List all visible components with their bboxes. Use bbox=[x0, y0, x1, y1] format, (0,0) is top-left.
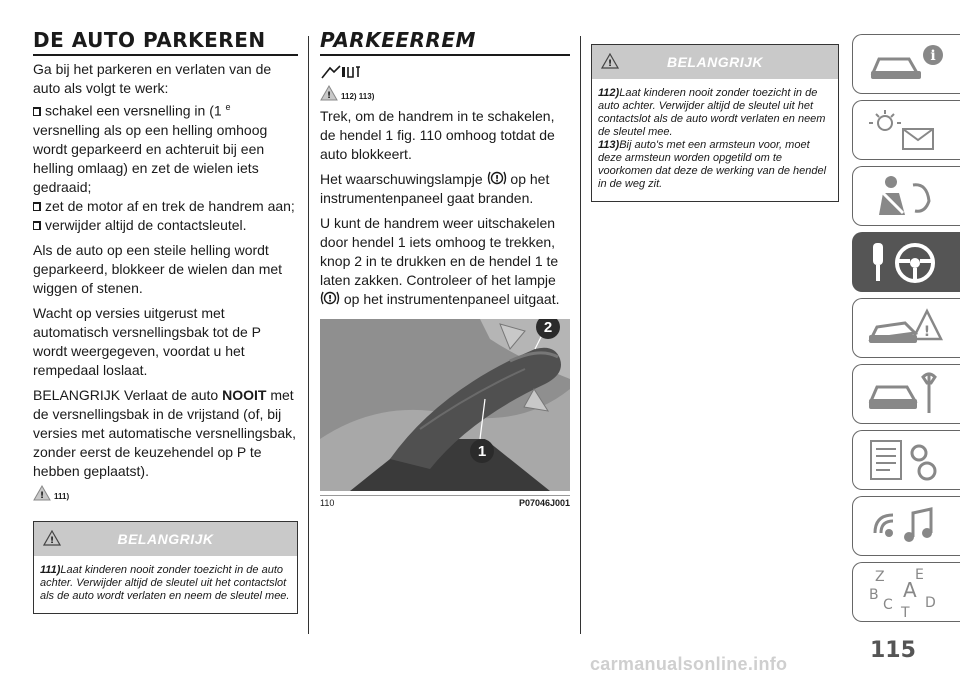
warning-title: BELANGRIJK bbox=[117, 530, 214, 547]
checkbox-bullet-icon bbox=[33, 107, 41, 116]
warning-text: Laat kinderen nooit zonder toezicht in de auto achter. Verwijder altijd de sleutel uit het contactslot als de auto wordt verlaten en neem de sleutel mee. bbox=[598, 87, 826, 138]
svg-text:!: ! bbox=[607, 59, 613, 69]
warning-text: Bij auto's met een armsteun voor, moet deze armsteun worden opgetild om te voorkomen dat deze de werking van de hendel in de weg zit. bbox=[598, 139, 827, 190]
text-continued: op het instrumentenpaneel gaat branden. bbox=[320, 171, 550, 206]
checkbox-bullet-icon bbox=[33, 221, 41, 230]
superscript: e bbox=[225, 102, 231, 112]
handbrake-illustration bbox=[320, 319, 570, 491]
reference-number: 112) 113) bbox=[341, 92, 375, 101]
important-text-continued: met de versnellingsbak in de vrijstand (of, bij versies met automatische versnellingsbak, zonder eerst de keuzehendel op P te hebben geplaatst). bbox=[33, 386, 297, 479]
text-continued: op het instrumentenpaneel uitgaat. bbox=[343, 291, 560, 307]
svg-text:!: ! bbox=[49, 535, 55, 546]
checkbox-bullet-icon bbox=[33, 202, 41, 211]
warning-item bbox=[598, 87, 832, 139]
parking-intro: Ga bij het parkeren en verlaten van de auto als volgt te werk: bbox=[33, 61, 272, 96]
brake-warning-light-icon bbox=[320, 290, 340, 306]
column-warnings bbox=[591, 28, 839, 202]
index-letter: Z bbox=[875, 569, 885, 585]
warning-triangle-icon bbox=[33, 485, 51, 501]
svg-text:!: ! bbox=[494, 174, 499, 185]
tab-multimedia[interactable] bbox=[852, 496, 960, 556]
warning-header bbox=[592, 45, 838, 79]
warning-reference bbox=[320, 85, 570, 101]
warning-box-111 bbox=[33, 521, 298, 614]
callout-label-1 bbox=[470, 439, 494, 463]
section-heading-handbrake: PARKEERREM bbox=[320, 28, 570, 56]
list-item-text-continued: versnelling als op een helling omhoog wordt geparkeerd en achteruit bij een helling omlaag) en zet de wielen iets gedraaid; bbox=[33, 121, 268, 195]
tab-car-info[interactable] bbox=[852, 34, 960, 94]
text: U kunt de handrem weer uitschakelen door hendel 1 iets omhoog te trekken, knop 2 in te drukken en de hendel 1 te laten zakken. Controleer of het lampje bbox=[320, 215, 559, 288]
svg-text:!: ! bbox=[923, 324, 931, 340]
brake-warning-light-icon bbox=[487, 170, 507, 186]
car-crash-icon bbox=[865, 305, 945, 351]
tab-safety[interactable] bbox=[852, 166, 960, 226]
paragraph-steep-slope: Als de auto op een steile helling wordt geparkeerd, blokkeer de wielen dan met wiggen of stenen. bbox=[33, 241, 283, 296]
column-parking bbox=[33, 28, 298, 614]
warning-triangle-icon bbox=[43, 530, 61, 546]
list-item-text: schakel een versnelling in (1 bbox=[45, 102, 222, 119]
tab-warning-lights[interactable] bbox=[852, 100, 960, 160]
tab-index[interactable] bbox=[852, 562, 960, 622]
index-letter: T bbox=[901, 605, 910, 617]
list-item bbox=[33, 197, 298, 216]
index-letter: D bbox=[925, 595, 936, 611]
handbrake-symbol-icon bbox=[320, 64, 362, 80]
important-text: BELANGRIJK Verlaat de auto bbox=[33, 386, 219, 403]
handbrake-symbol-row bbox=[320, 64, 570, 85]
list-item-text: zet de motor af en trek de handrem aan; bbox=[45, 197, 295, 214]
tab-emergency[interactable] bbox=[852, 298, 960, 358]
callout-text: 2 bbox=[543, 319, 553, 336]
warning-triangle-icon bbox=[601, 53, 619, 69]
svg-text:!: ! bbox=[326, 91, 332, 101]
important-emphasis: NOOIT bbox=[222, 386, 267, 403]
warning-number: 113) bbox=[598, 139, 620, 151]
column-handbrake bbox=[320, 28, 570, 508]
warning-number: 112) bbox=[598, 87, 620, 99]
warning-text: Laat kinderen nooit zonder toezicht in de auto achter. Verwijder altijd de sleutel uit het contactslot als de auto wordt verlaten en neem de sleutel mee. bbox=[40, 563, 290, 602]
tab-technical-data[interactable] bbox=[852, 430, 960, 490]
seatbelt-airbag-icon bbox=[865, 173, 945, 219]
callout-text: 1 bbox=[477, 442, 487, 460]
list-item bbox=[33, 216, 298, 235]
text: Het waarschuwingslampje bbox=[320, 171, 483, 187]
warning-body bbox=[34, 556, 297, 613]
page-number: 115 bbox=[870, 638, 916, 663]
chapter-tabs bbox=[852, 34, 960, 628]
figure-number: 110 bbox=[320, 498, 335, 508]
paragraph-release-handbrake bbox=[320, 214, 570, 309]
column-divider bbox=[308, 36, 309, 634]
section-heading-parking: DE AUTO PARKEREN bbox=[33, 28, 298, 56]
warning-reference bbox=[33, 485, 298, 501]
tab-maintenance[interactable] bbox=[852, 364, 960, 424]
paragraph-warning-light-on bbox=[320, 170, 570, 208]
car-info-icon bbox=[865, 41, 945, 87]
list-item bbox=[33, 98, 298, 197]
index-letter: A bbox=[903, 578, 917, 602]
warning-lights-icon bbox=[865, 107, 945, 153]
warning-item bbox=[598, 139, 832, 191]
warning-triangle-icon bbox=[320, 85, 338, 101]
reference-number: 111) bbox=[54, 491, 70, 501]
tab-starting-driving[interactable] bbox=[852, 232, 960, 292]
index-letter: E bbox=[915, 567, 924, 583]
warning-title: BELANGRIJK bbox=[666, 54, 763, 70]
warning-number: 111) bbox=[40, 563, 61, 576]
watermark: carmanualsonline.info bbox=[590, 654, 788, 674]
multimedia-icon bbox=[865, 503, 945, 549]
list-item-text: verwijder altijd de contactsleutel. bbox=[45, 216, 247, 233]
warning-header bbox=[34, 522, 297, 556]
car-service-icon bbox=[865, 371, 945, 417]
figure-110-handbrake-photo bbox=[320, 319, 570, 491]
paragraph-automatic: Wacht op versies uitgerust met automatisch versnellingsbak tot de P wordt weergegeven, voordat u het rempedaal loslaat. bbox=[33, 304, 261, 378]
svg-text:!: ! bbox=[327, 294, 333, 305]
index-letter: B bbox=[869, 587, 879, 603]
specs-gear-icon bbox=[865, 437, 945, 483]
figure-code: P07046J001 bbox=[518, 498, 570, 508]
svg-text:!: ! bbox=[39, 490, 45, 501]
svg-text:i: i bbox=[930, 48, 936, 64]
key-steering-wheel-icon bbox=[865, 239, 945, 285]
warning-box-112-113 bbox=[591, 44, 839, 202]
parking-steps-list bbox=[33, 98, 298, 235]
paragraph-engage-handbrake: Trek, om de handrem in te schakelen, de hendel 1 fig. 110 omhoog totdat de auto blokkeert. bbox=[320, 108, 555, 162]
index-letter: C bbox=[883, 597, 893, 613]
column-divider bbox=[580, 36, 581, 634]
index-letters-icon bbox=[865, 565, 945, 617]
figure-caption bbox=[320, 495, 570, 508]
warning-body bbox=[592, 79, 838, 201]
paragraph-important bbox=[33, 386, 298, 481]
